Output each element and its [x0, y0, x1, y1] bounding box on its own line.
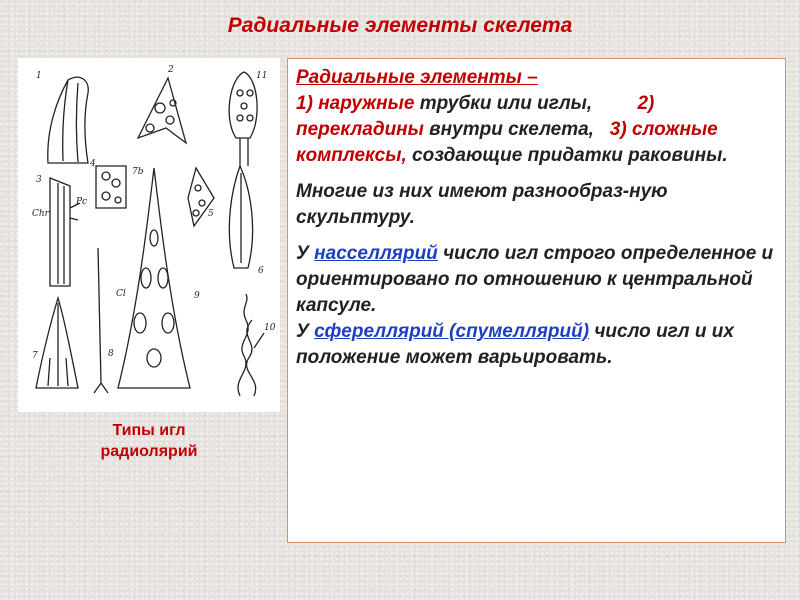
description-text-box: [287, 58, 786, 543]
figure-label-9: 9: [194, 291, 200, 301]
figure-caption: [18, 420, 280, 462]
item1-text: трубки или иглы,: [419, 93, 593, 114]
spines-illustration: [18, 58, 280, 412]
sculpture-paragraph: Многие из них имеют разнообраз-ную скульптуру.: [296, 181, 668, 228]
spine-4-drawing: [96, 166, 126, 208]
figure-label-cl: Cl: [116, 289, 126, 299]
item3-number: 3): [609, 119, 627, 140]
nassellaria-text: число игл строго определенное и ориентировано по отношению к центральной капсуле.: [296, 243, 774, 316]
figure-label-pc: Pc: [76, 197, 88, 207]
nassellaria-prefix: У: [296, 243, 309, 264]
item2-term: перекладины: [296, 119, 424, 140]
spine-8-drawing: [94, 248, 108, 393]
item2-text: внутри скелета,: [429, 119, 594, 140]
figure-label-8: 8: [108, 349, 114, 359]
item3-text: создающие придатки раковины.: [412, 145, 728, 166]
figure-label-1: 1: [36, 71, 42, 81]
figure-label-3: 3: [36, 175, 42, 185]
item1-number: 1): [296, 93, 313, 114]
item2-number: 2): [637, 93, 655, 114]
radiolarian-spines-figure: [18, 58, 280, 412]
spumellaria-prefix: У: [296, 321, 309, 342]
nassellaria-paragraph: [296, 241, 775, 371]
figure-label-7b: 7b: [132, 167, 144, 177]
elements-heading: Радиальные элементы –: [296, 67, 538, 88]
figure-caption-line1: Типы игл: [112, 422, 186, 439]
item1-term: наружные: [318, 93, 415, 114]
spine-2-drawing: [138, 78, 186, 143]
elements-list-paragraph: [296, 65, 775, 169]
spine-5-drawing: [118, 168, 190, 388]
item3-term: сложные комплексы,: [296, 119, 718, 166]
figure-caption-line2: радиолярий: [100, 443, 198, 460]
spine-11-drawing: [229, 72, 257, 138]
spumellaria-link[interactable]: сфереллярий (спумеллярий): [314, 321, 590, 342]
slide-title: Радиальные элементы скелета: [227, 14, 573, 37]
spine-7-drawing: [36, 298, 78, 388]
figure-label-6: 6: [258, 266, 264, 276]
spine-9-drawing: [238, 294, 248, 396]
figure-label-10: 10: [264, 323, 276, 333]
figure-label-2: 2: [168, 65, 174, 75]
spumellaria-text: число игл и их положение может варьировать.: [296, 321, 734, 368]
figure-label-11: 11: [256, 71, 268, 81]
figure-label-4: 4: [90, 159, 96, 169]
spine-3-drawing: [50, 178, 70, 286]
nassellaria-link[interactable]: насселлярий: [314, 243, 438, 264]
figure-label-7: 7: [32, 351, 38, 361]
spine-1-drawing: [48, 77, 88, 163]
figure-label-chr: Chr: [32, 209, 49, 219]
figure-label-5: 5: [208, 209, 214, 219]
